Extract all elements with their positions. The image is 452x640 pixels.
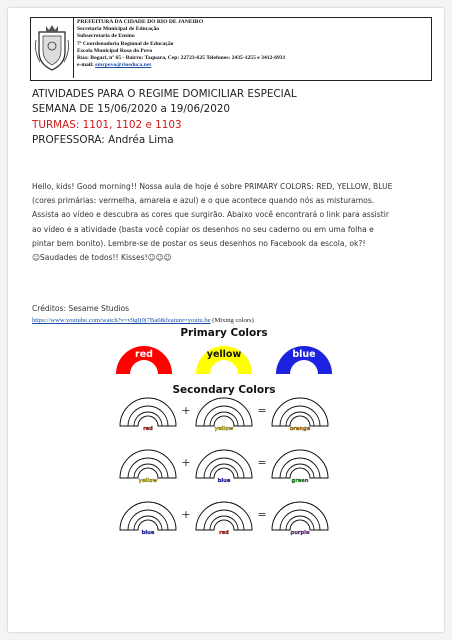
- lesson-paragraph: [32, 180, 440, 265]
- email-link[interactable]: emrpovo@rioeduca.net: [95, 62, 152, 69]
- equals-sign: =: [257, 456, 267, 469]
- color-label-red: red: [143, 426, 153, 432]
- paragraph-line: Hello, kids! Good morning!! Nossa aula de hoje é sobre PRIMARY COLORS: RED, YELLOW, BLUE: [32, 182, 393, 191]
- document-page: [8, 8, 444, 632]
- paragraph-line: Assista ao vídeo e descubra as cores que surgirão. Abaixo você encontrará o link para assistir: [32, 210, 389, 220]
- letterhead-line: PREFEITURA DA CIDADE DO RIO DE JANEIRO: [77, 19, 204, 25]
- color-label-blue: blue: [141, 530, 155, 536]
- classes: TURMAS: 1101, 1102 e 1103: [32, 119, 182, 131]
- teacher: PROFESSORA: Andréa Lima: [32, 134, 174, 146]
- plus-sign: +: [181, 456, 191, 469]
- paragraph-line: ao vídeo e a atividade (basta você copiar os desenhos no seu caderno ou em uma folha e: [32, 224, 374, 234]
- letterhead-email-line: [77, 62, 285, 69]
- equals-sign: =: [257, 508, 267, 521]
- primary-colors-title: Primary Colors: [180, 327, 268, 339]
- link-note: (Mixing colors): [210, 317, 254, 324]
- color-label-yellow: yellow: [214, 426, 234, 432]
- video-link-line: [32, 317, 254, 324]
- activity-title: ATIVIDADES PARA O REGIME DOMICILIAR ESPECIAL: [32, 88, 297, 100]
- letterhead-line: 7ª Coordenadoria Regional de Educação: [77, 40, 174, 47]
- week-dates: SEMANA DE 15/06/2020 a 19/06/2020: [32, 103, 231, 115]
- paragraph-line: pintar bem bonito). Lembre-se de postar os seus desenhos no Facebook da escola, ok?!: [32, 238, 366, 248]
- video-link[interactable]: https://www.youtube.com/watch?v=v9gIj0j7Ba0&feature=youtu.be: [32, 317, 211, 324]
- primary-label-red: red: [135, 349, 153, 360]
- letterhead-text: [74, 18, 288, 80]
- plus-sign: +: [181, 404, 191, 417]
- color-label-yellow: yellow: [138, 478, 158, 484]
- letterhead-line: Escola Municipal Rosa do Povo: [77, 47, 153, 54]
- email-label: e-mail:: [77, 62, 96, 69]
- letterhead-line: Secretaria Municipal de Educação: [77, 26, 160, 33]
- primary-label-yellow: yellow: [206, 349, 242, 360]
- color-worksheet-figure: [104, 324, 344, 540]
- secondary-colors-title: Secondary Colors: [172, 384, 276, 396]
- color-worksheet: [104, 324, 344, 540]
- primary-label-blue: blue: [292, 349, 316, 360]
- equals-sign: =: [257, 404, 267, 417]
- coat-of-arms-icon: [35, 22, 69, 74]
- letterhead: [30, 17, 432, 81]
- color-label-orange: orange: [289, 426, 311, 432]
- credits: Créditos: Sesame Studios: [32, 304, 130, 313]
- paragraph-line: ☺Saudades de todos!! Kisses!☺☺☺: [32, 253, 172, 263]
- paragraph-line: (cores primárias: vermelha, amarela e azul) e o que acontece quando nós as misturamos.: [32, 196, 375, 206]
- letterhead-line: Subsecretaria de Ensino: [77, 33, 135, 40]
- letterhead-line: Rua: Bogari, nº 65 - Bairro: Taquara, Cep: 22723-625 Telefones: 2435-1255 e 3412-6931: [77, 55, 286, 62]
- plus-sign: +: [181, 508, 191, 521]
- color-label-purple: purple: [290, 530, 310, 536]
- color-label-red: red: [219, 530, 229, 536]
- primary-rainbows: [116, 346, 332, 374]
- color-label-green: green: [291, 478, 309, 484]
- city-crest-icon: [31, 18, 74, 78]
- secondary-equations: [120, 398, 328, 536]
- color-label-blue: blue: [217, 478, 231, 484]
